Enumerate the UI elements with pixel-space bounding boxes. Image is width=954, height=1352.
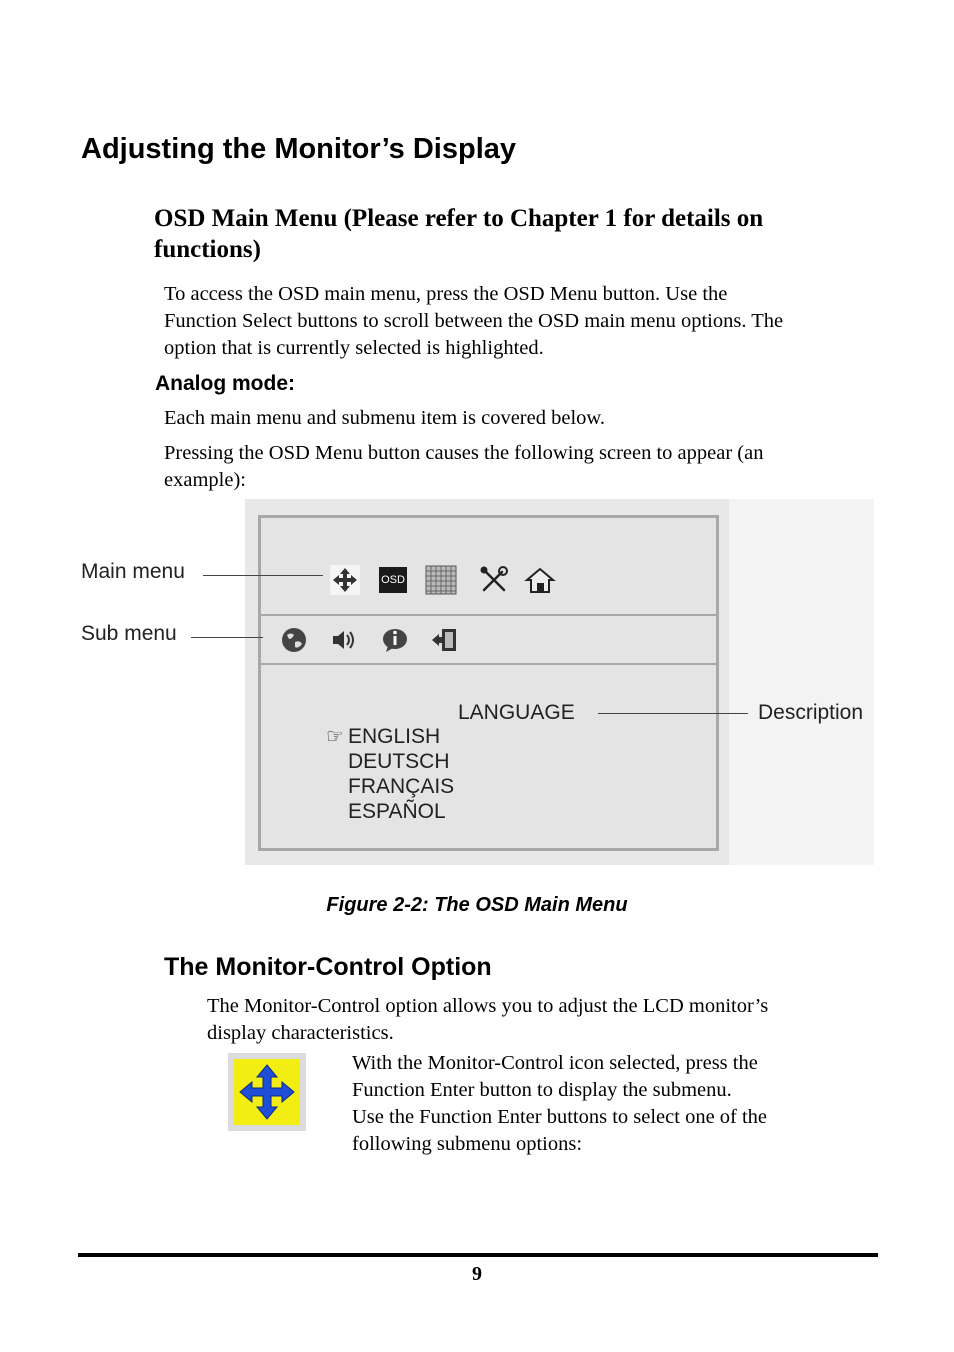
main-menu-label: Main menu xyxy=(81,560,185,583)
sub-menu-divider xyxy=(261,663,716,665)
monitor-control-move-icon xyxy=(234,1059,300,1125)
main-menu-divider xyxy=(261,614,716,616)
globe-icon xyxy=(280,626,308,654)
intro-line: Function Select buttons to scroll between the OSD main menu options. The xyxy=(164,310,784,332)
sub-menu-leader-line xyxy=(191,637,263,638)
analog-text: Each main menu and submenu item is covered below. xyxy=(164,407,606,429)
intro-paragraph xyxy=(164,281,783,362)
language-option-deutsch: DEUTSCH xyxy=(348,750,450,773)
monitor-icon-line: following submenu options: xyxy=(352,1133,583,1155)
move-icon xyxy=(330,565,360,595)
monitor-line: display characteristics. xyxy=(207,1022,394,1044)
grid-icon xyxy=(425,565,457,595)
figure-right-margin xyxy=(729,499,874,865)
info-icon xyxy=(380,626,410,654)
language-title: LANGUAGE xyxy=(458,701,575,724)
page-number: 9 xyxy=(472,1263,482,1285)
intro-line: option that is currently selected is highlighted. xyxy=(164,337,544,359)
monitor-icon-paragraph xyxy=(352,1050,767,1158)
figure-caption: Figure 2-2: The OSD Main Menu xyxy=(326,894,628,916)
description-leader-line xyxy=(598,713,748,714)
osd-main-menu-heading: OSD Main Menu (Please refer to Chapter 1 for details on functions) xyxy=(154,205,764,263)
footer-rule xyxy=(78,1253,878,1257)
home-icon xyxy=(524,565,556,595)
language-option-english: ENGLISH xyxy=(348,725,441,748)
exit-icon xyxy=(430,626,460,654)
press-line: example): xyxy=(164,469,246,491)
description-label: Description xyxy=(758,701,864,724)
monitor-icon-line: With the Monitor-Control icon selected, press the xyxy=(352,1052,758,1074)
monitor-icon-line: Use the Function Enter buttons to select one of the xyxy=(352,1106,768,1128)
osd-icon: OSD xyxy=(379,567,407,593)
monitor-control-paragraph xyxy=(207,993,768,1047)
press-paragraph xyxy=(164,440,764,494)
language-option-francais: FRANÇAIS xyxy=(348,775,455,798)
tools-icon xyxy=(478,564,510,596)
monitor-icon-line: Function Enter button to display the submenu. xyxy=(352,1079,732,1101)
language-option-espanol: ESPAÑOL xyxy=(348,800,446,823)
monitor-control-heading: The Monitor-Control Option xyxy=(164,953,492,981)
main-menu-leader-line xyxy=(203,575,323,576)
pointing-hand-icon: ☞ xyxy=(326,724,344,748)
sub-menu-label: Sub menu xyxy=(81,622,177,645)
analog-mode-heading: Analog mode: xyxy=(155,372,295,395)
page-heading: Adjusting the Monitor’s Display xyxy=(81,133,517,165)
press-line: Pressing the OSD Menu button causes the following screen to appear (an xyxy=(164,442,764,464)
speaker-icon xyxy=(330,627,358,653)
monitor-line: The Monitor-Control option allows you to adjust the LCD monitor’s xyxy=(207,995,769,1017)
intro-line: To access the OSD main menu, press the OSD Menu button. Use the xyxy=(164,283,728,305)
